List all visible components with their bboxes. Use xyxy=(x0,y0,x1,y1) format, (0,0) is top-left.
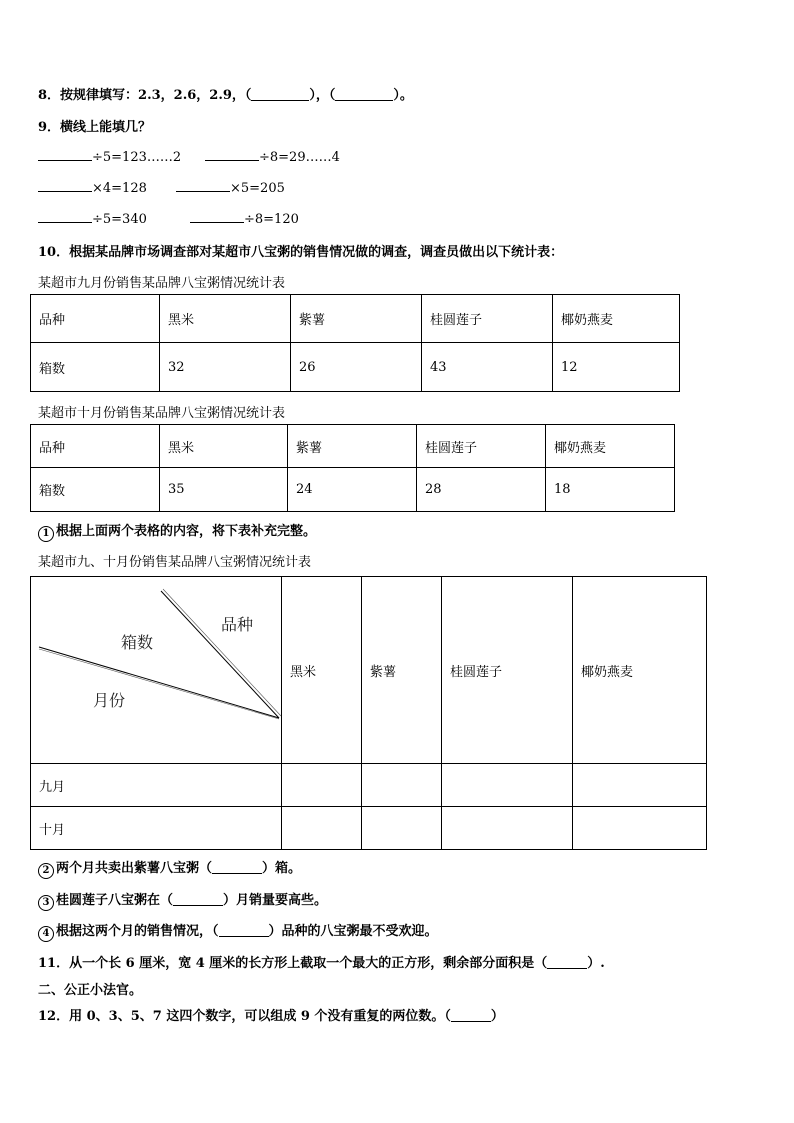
question-8 xyxy=(38,84,413,103)
t1-row-label: 箱数 xyxy=(31,343,160,392)
t3-input-cell[interactable] xyxy=(573,764,707,807)
q9-blank-1[interactable] xyxy=(38,148,92,161)
q11-text: 11．从一个长 6 厘米，宽 4 厘米的长方形上截取一个最大的正方形，剩余部分面积是（ xyxy=(38,956,548,971)
q8-end: ）。 xyxy=(393,88,413,103)
sub-question-2 xyxy=(38,857,301,879)
t2-header-cell: 桂圆莲子 xyxy=(417,425,546,468)
t2-value-cell: 24 xyxy=(288,468,417,512)
q8-text: 按规律填写：2.3，2.6，2.9，（ xyxy=(60,88,252,103)
diagonal-lines xyxy=(31,577,289,764)
t2-header-cell: 黑米 xyxy=(160,425,288,468)
t3-input-cell[interactable] xyxy=(442,764,573,807)
t3-header-cell: 黑米 xyxy=(282,577,362,764)
diag-label-boxes: 箱数 xyxy=(121,633,154,652)
t2-value-cell: 28 xyxy=(417,468,546,512)
q10-intro: 10．根据某品牌市场调查部对某超市八宝粥的销售情况做的调查，调查员做出以下统计表： xyxy=(38,245,564,260)
table2-caption: 某超市十月份销售某品牌八宝粥情况统计表 xyxy=(38,406,286,421)
q9-expr-2: ÷8=29……4 xyxy=(259,150,340,165)
t3-header-cell: 椰奶燕麦 xyxy=(573,577,707,764)
t1-header-cell: 紫薯 xyxy=(291,295,422,343)
q9-expr-4: ×5=205 xyxy=(230,181,285,196)
circled-number-2: 2 xyxy=(38,863,54,879)
t2-value-cell: 18 xyxy=(546,468,675,512)
question-11 xyxy=(38,952,605,971)
q9-blank-4[interactable] xyxy=(176,179,230,192)
t3-header-cell: 紫薯 xyxy=(362,577,442,764)
sub3-text: 桂圆莲子八宝粥在（ xyxy=(56,893,174,908)
t1-header-cell: 桂圆莲子 xyxy=(422,295,553,343)
t2-row-label: 箱数 xyxy=(31,468,160,512)
diag-label-variety: 品种 xyxy=(221,615,254,634)
q8-blank-1[interactable] xyxy=(251,88,309,101)
q11-blank[interactable] xyxy=(547,956,587,969)
sub3-blank[interactable] xyxy=(173,893,223,906)
sub4-end: ）品种的八宝粥最不受欢迎。 xyxy=(268,924,438,939)
sub4-text: 根据这两个月的销售情况，（ xyxy=(56,924,219,939)
q9-item-4 xyxy=(176,179,285,196)
sub-question-4 xyxy=(38,920,438,942)
q8-mid: ），（ xyxy=(309,88,336,103)
q9-expr-6: ÷8=120 xyxy=(244,212,299,227)
q9-item-5 xyxy=(38,210,147,227)
q9-item-3 xyxy=(38,179,147,196)
diagonal-header-cell xyxy=(31,577,282,764)
circled-number-1: 1 xyxy=(38,526,54,542)
table-october xyxy=(30,424,675,512)
q9-blank-6[interactable] xyxy=(190,210,244,223)
table-september xyxy=(30,294,680,392)
t3-header-cell: 桂圆莲子 xyxy=(442,577,573,764)
t1-value-cell: 12 xyxy=(553,343,680,392)
t3-row-label: 九月 xyxy=(31,764,282,807)
t1-header-cell: 品种 xyxy=(31,295,160,343)
q11-end: ）. xyxy=(587,956,605,971)
t3-input-cell[interactable] xyxy=(362,764,442,807)
q12-text: 12．用 0、3、5、7 这四个数字，可以组成 9 个没有重复的两位数。（ xyxy=(38,1009,451,1024)
sub2-end: ）箱。 xyxy=(262,861,302,876)
sub4-blank[interactable] xyxy=(219,924,269,937)
t1-header-cell: 黑米 xyxy=(160,295,291,343)
q9-item-1 xyxy=(38,148,181,165)
q9-item-2 xyxy=(205,148,340,165)
sub2-blank[interactable] xyxy=(212,861,262,874)
section-2-heading: 二、公正小法官。 xyxy=(38,983,143,998)
t1-value-cell: 26 xyxy=(291,343,422,392)
q12-blank[interactable] xyxy=(451,1009,491,1022)
sub-question-1 xyxy=(38,520,316,542)
circled-number-3: 3 xyxy=(38,895,54,911)
t1-header-cell: 椰奶燕麦 xyxy=(553,295,680,343)
q9-title: 9．横线上能填几？ xyxy=(38,120,152,135)
t1-value-cell: 32 xyxy=(160,343,291,392)
q12-end: ） xyxy=(490,1009,504,1024)
t2-header-cell: 紫薯 xyxy=(288,425,417,468)
t3-input-cell[interactable] xyxy=(442,807,573,850)
t3-input-cell[interactable] xyxy=(573,807,707,850)
t2-header-cell: 椰奶燕麦 xyxy=(546,425,675,468)
table1-caption: 某超市九月份销售某品牌八宝粥情况统计表 xyxy=(38,276,286,291)
q9-blank-5[interactable] xyxy=(38,210,92,223)
diag-label-month: 月份 xyxy=(93,691,126,710)
q8-blank-2[interactable] xyxy=(335,88,393,101)
sub3-end: ）月销量要高些。 xyxy=(223,893,328,908)
sub2-text: 两个月共卖出紫薯八宝粥（ xyxy=(56,861,213,876)
t2-value-cell: 35 xyxy=(160,468,288,512)
q9-expr-5: ÷5=340 xyxy=(92,212,147,227)
q9-item-6 xyxy=(190,210,299,227)
t3-input-cell[interactable] xyxy=(282,764,362,807)
q9-blank-3[interactable] xyxy=(38,179,92,192)
t3-row-label: 十月 xyxy=(31,807,282,850)
q8-number: 8． xyxy=(38,88,61,103)
t2-header-cell: 品种 xyxy=(31,425,160,468)
table3-caption: 某超市九、十月份销售某品牌八宝粥情况统计表 xyxy=(38,555,312,570)
question-12 xyxy=(38,1005,504,1024)
t1-value-cell: 43 xyxy=(422,343,553,392)
sub1-text: 根据上面两个表格的内容，将下表补充完整。 xyxy=(56,524,317,539)
q9-expr-1: ÷5=123……2 xyxy=(92,150,182,165)
table-combined xyxy=(30,576,707,850)
q9-blank-2[interactable] xyxy=(205,148,259,161)
q9-expr-3: ×4=128 xyxy=(92,181,147,196)
sub-question-3 xyxy=(38,889,327,911)
t3-input-cell[interactable] xyxy=(282,807,362,850)
circled-number-4: 4 xyxy=(38,926,54,942)
t3-input-cell[interactable] xyxy=(362,807,442,850)
